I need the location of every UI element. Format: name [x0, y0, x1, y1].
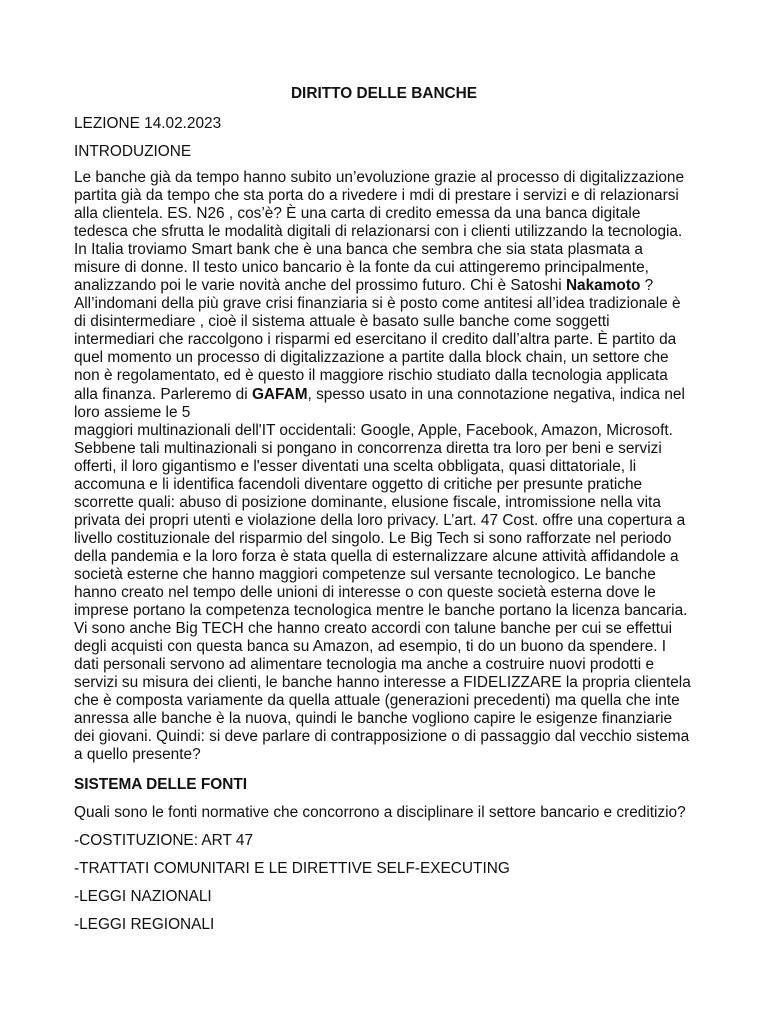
sources-item: -LEGGI REGIONALI	[74, 916, 215, 933]
body-line: quel momento un processo di digitalizzazione a partite dalla block chain, un settore che	[74, 349, 669, 366]
body-line: privata dei propri utenti e violazione della loro privacy. L’art. 47 Cost. offre una copertura a	[74, 512, 686, 529]
body-line: non è regolamentato, ed è questo il maggiore rischio studiato dalla tecnologia applicata	[74, 367, 668, 384]
body-line-text: analizzando poi le varie novità anche del prossimo futuro. Chi è Satoshi	[74, 277, 566, 294]
body-line: dati personali servono ad alimentare tecnologia ma anche a costruire nuovi prodotti e	[74, 656, 655, 673]
body-line: loro assieme le 5	[74, 404, 191, 421]
body-line: di disintermediare , cioè il sistema attuale è basato sulle banche come soggetti	[74, 313, 610, 330]
document-title: DIRITTO DELLE BANCHE	[290, 85, 478, 102]
sources-item: -COSTITUZIONE: ART 47	[74, 832, 254, 849]
bold-nakamoto: Nakamoto	[565, 277, 641, 294]
body-line: Sebbene tali multinazionali si pongano in concorrenza diretta tra loro per beni e servizi	[74, 440, 662, 457]
body-line: offerti, il loro gigantismo e l'esser diventati una scelta obbligata, quasi dittatoriale, li	[74, 458, 637, 475]
body-line: della pandemia e la loro forza è stata quella di esternalizzare alcune attività affidandole a	[74, 548, 679, 565]
body-line: che è composta variamente da quella attuale (generazioni precedenti) ma quella che inte	[74, 692, 680, 709]
body-line: hanno creato nel tempo delle unioni di interesse o con queste società esterna dove le	[74, 584, 656, 601]
body-line: tedesca che sfrutta le modalità digitali di relazionarsi con i clienti utilizzando la tecnologia.	[74, 223, 683, 240]
body-line: In Italia troviamo Smart bank che è una banca che sembra che sia stata plasmata a	[74, 241, 643, 258]
body-line: livello costituzionale del risparmio del singolo. Le Big Tech si sono rafforzate nel periodo	[74, 530, 672, 547]
body-line: anressa alle banche è la nuova, quindi le banche vogliono capire le esigenze finanziarie	[74, 710, 673, 727]
body-line-gafam	[74, 386, 685, 404]
bold-gafam: GAFAM	[251, 386, 308, 403]
sources-heading: SISTEMA DELLE FONTI	[74, 776, 248, 793]
body-line-nakamoto	[74, 277, 653, 295]
body-line: All’indomani della più grave crisi finanziaria si è posto come antitesi all’idea tradizionale è	[74, 295, 681, 312]
sources-item: -LEGGI NAZIONALI	[74, 888, 212, 905]
body-line: degli acquisti con questa banca su Amazon, ad esempio, ti do un buono da spendere. I	[74, 638, 667, 655]
body-line: dei giovani. Quindi: si deve parlare di contrapposizione o di passaggio dal vecchio sistema	[74, 728, 690, 745]
body-line: misure di donne. Il testo unico bancario è la fonte da cui attingeremo principalmente,	[74, 259, 649, 276]
body-line: Le banche già da tempo hanno subito un’evoluzione grazie al processo di digitalizzazione	[74, 169, 685, 186]
body-line: società esterne che hanno maggiori competenze sul versante tecnologico. Le banche	[74, 566, 656, 583]
after-gafam: , spesso usato in una connotazione negativa, indica nel	[307, 386, 685, 403]
body-line: alla clientela. ES. N26 , cos’è? È una carta di credito emessa da una banca digitale	[74, 205, 641, 222]
lesson-date: LEZIONE 14.02.2023	[74, 115, 222, 132]
body-line: partita già da tempo che sta porta do a rivedere i mdi di prestare i servizi e di relazionarsi	[74, 187, 679, 204]
body-line: Vi sono anche Big TECH che hanno creato accordi con talune banche per cui se effettui	[74, 620, 673, 637]
sources-item: -TRATTATI COMUNITARI E LE DIRETTIVE SELF-EXECUTING	[74, 860, 510, 877]
body-line: scorrette quali: abuso di posizione dominante, elusione fiscale, intromissione nella vita	[74, 494, 661, 511]
intro-heading: INTRODUZIONE	[74, 143, 192, 160]
body-line: intermediari che raccolgono i risparmi ed esercitano il credito dall’altra parte. È partito da	[74, 331, 677, 348]
body-line: accomuna e li identifica facendoli diventare oggetto di critiche per presunte pratiche	[74, 476, 643, 493]
body-line-text: alla finanza. Parleremo di	[74, 386, 252, 403]
body-line: imprese portano la competenza tecnologica mentre le banche portano la licenza bancaria.	[74, 602, 688, 619]
body-line: servizi su misura dei clienti, le banche hanno interesse a FIDELIZZARE la propria clientela	[74, 674, 691, 691]
after-nakamoto: ?	[640, 277, 654, 294]
body-line: a quello presente?	[74, 746, 201, 763]
body-line: maggiori multinazionali dell'IT occidentali: Google, Apple, Facebook, Amazon, Microsoft.	[74, 422, 673, 439]
sources-question: Quali sono le fonti normative che concorrono a disciplinare il settore bancario e creditizio?	[74, 804, 686, 821]
